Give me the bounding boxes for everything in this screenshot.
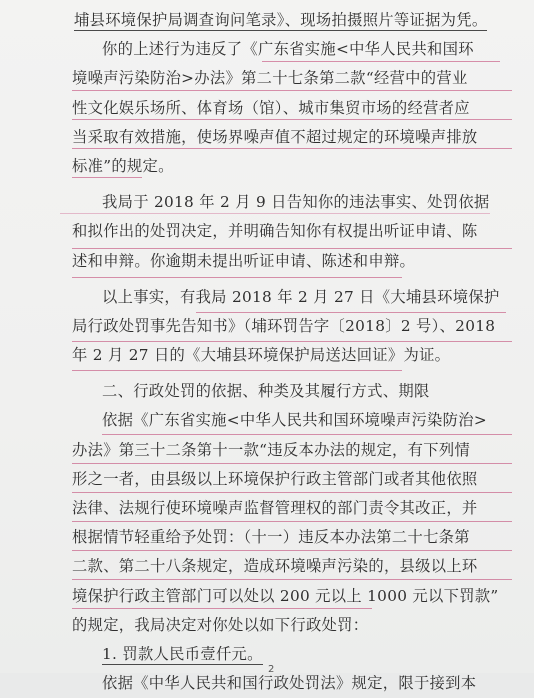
pen-underline-mark	[72, 177, 142, 178]
pen-underline-mark	[72, 579, 512, 580]
paragraph-line: 的规定，我局决定对你处以如下行政处罚：	[72, 615, 369, 634]
pen-underline-mark	[72, 119, 512, 120]
paragraph-line: 年 2 月 27 日的《大埔县环境保护局送达回证》为证。	[72, 346, 451, 365]
pen-underline-mark	[72, 550, 512, 551]
paragraph-line: 以上事实，有我局 2018 年 2 月 27 日《大埔县环境保护	[102, 287, 500, 306]
pen-underline-mark	[60, 213, 490, 214]
pen-underline-mark	[196, 312, 506, 313]
pen-underline-mark	[102, 434, 512, 435]
paragraph-line: 办法》第三十二条第十一款“违反本办法的规定，有下列情	[72, 440, 471, 459]
paragraph-line: 述和申辩。你逾期未提出听证申请、陈述和申辩。	[72, 251, 416, 270]
pen-underline-mark	[72, 370, 402, 371]
pen-underline-mark	[72, 248, 512, 249]
pen-underline-mark	[72, 463, 512, 464]
paragraph-line: 和拟作出的处罚决定，并明确告知你有权提出听证申请、陈	[72, 222, 478, 241]
section-heading: 二、行政处罚的依据、种类及其履行方式、期限	[102, 382, 430, 401]
paragraph-line: 依据《中华人民共和国行政处罚法》规定，限于接到本	[102, 674, 477, 693]
pen-underline-mark	[72, 492, 512, 493]
paragraph-line: 标准”的规定。	[72, 156, 174, 175]
paragraph-line: 局行政处罚事先告知书》（埔环罚告字〔2018〕2 号）、2018	[72, 316, 496, 335]
pen-underline-mark	[72, 277, 402, 278]
page-number: 2	[268, 664, 275, 675]
paragraph-line: 我局于 2018 年 2 月 9 日告知你的违法事实、处罚依据	[102, 193, 490, 212]
paragraph-line: 形之一者，由县级以上环境保护行政主管部门或者其他依照	[72, 469, 478, 488]
penalty-item: 1. 罚款人民币壹仟元。	[102, 644, 263, 663]
pen-underline-mark	[72, 90, 512, 91]
paragraph-line: 法律、法规行使环境噪声监督管理权的部门责令其改正，并	[72, 499, 478, 517]
pen-underline-mark	[72, 521, 512, 522]
paragraph-line: 境噪声污染防治>办法》第二十七条第二款“经营中的营业	[72, 69, 468, 88]
pen-underline-mark	[72, 148, 512, 149]
paragraph-line: 依据《广东省实施<中华人民共和国环境噪声污染防治>	[102, 411, 487, 430]
paragraph-line: 性文化娱乐场所、体育场（馆）、城市集贸市场的经营者应	[72, 98, 470, 117]
pen-underline-mark	[72, 341, 512, 342]
paragraph-line: 埔县环境保护局调查询问笔录》、现场拍摄照片等证据为凭。	[74, 11, 488, 29]
paragraph-line: 根据情节轻重给予处罚：（十一）违反本办法第二十七条第	[72, 528, 470, 547]
paragraph-line: 二款、第二十八条规定，造成环境噪声污染的，县级以上环	[72, 557, 478, 576]
paragraph-line: 当采取有效措施，使场界噪声值不超过规定的环境噪声排放	[72, 127, 478, 146]
document-body	[72, 6, 520, 698]
paragraph-line: 境保护行政主管部门可以处以 200 元以上 1000 元以下罚款”	[72, 586, 499, 605]
paragraph-line: 你的上述行为违反了《广东省实施<中华人民共和国环	[102, 40, 474, 59]
pen-underline-mark	[72, 608, 372, 609]
pen-underline-mark	[262, 61, 500, 62]
